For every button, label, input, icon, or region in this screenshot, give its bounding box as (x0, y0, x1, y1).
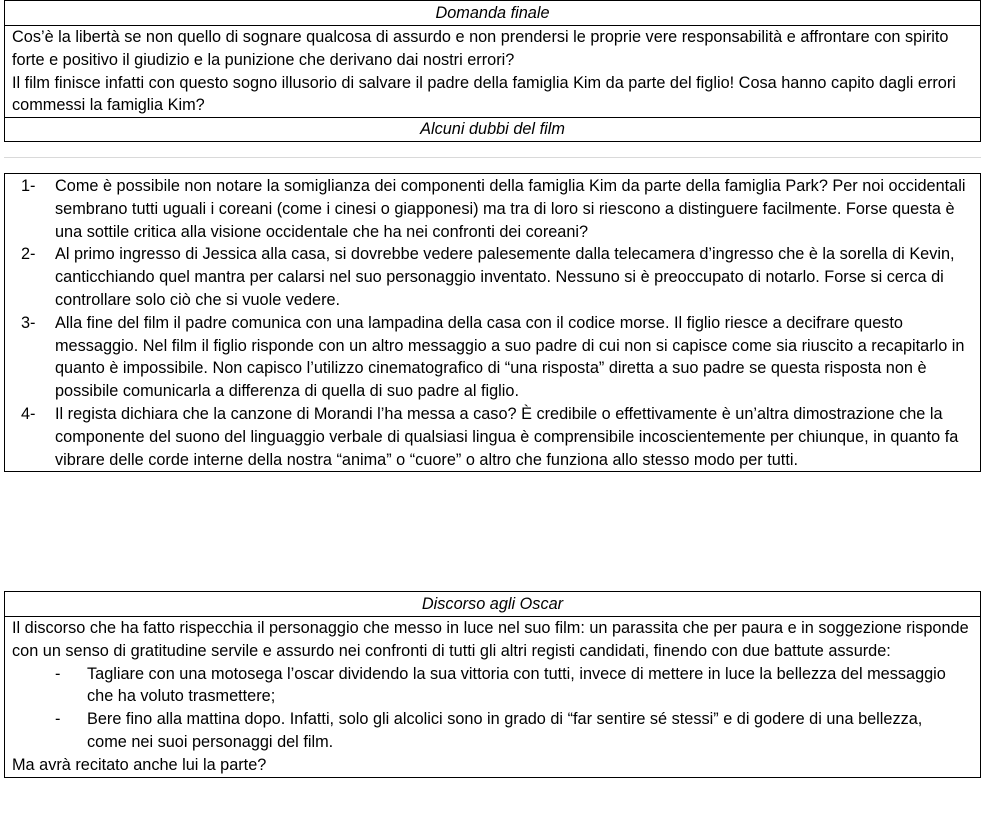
dash-bullet: - (55, 664, 61, 683)
list-item-number: 4- (21, 404, 36, 423)
domanda-finale-title: Domanda finale (5, 1, 980, 26)
list-item (5, 312, 980, 403)
list-item-text: Al primo ingresso di Jessica alla casa, si dovrebbe vedere palesemente dalla telecamera d’ingresso che è la sorella di Kevin, canticchiando quel mantra per calarsi nel suo personaggio inventato. Nessuno si è preoccupato di notarlo. Forse si cerca di controllare solo ciò che si vuole vedere. (55, 245, 955, 309)
dubbi-list (5, 175, 980, 471)
list-item-text: Come è possibile non notare la somiglianza dei componenti della famiglia Kim da parte della famiglia Park? Per noi occidentali sembrano tutti uguali i coreani (come i cinesi o giapponesi) ma tra di loro si riescono a distinguere facilmente. Forse questa è una sottile critica alla visione occidentale che ha nei confronti dei coreani? (55, 177, 966, 241)
dubbi-title: Alcuni dubbi del film (5, 117, 980, 141)
discorso-oscar-body (5, 617, 980, 777)
list-item-text: Tagliare con una motosega l’oscar dividendo la sua vittoria con tutti, invece di mettere in luce la bellezza del messaggio che ha voluto trasmettere; (87, 664, 946, 706)
list-item-number: 3- (21, 313, 36, 332)
list-item (5, 175, 980, 243)
list-item (12, 708, 974, 754)
list-item (5, 243, 980, 311)
domanda-finale-section (4, 0, 981, 142)
dash-bullet: - (55, 710, 61, 729)
list-item-text: Bere fino alla mattina dopo. Infatti, solo gli alcolici sono in grado di “far sentire sé stessi” e di godere di una bellezza, come nei suoi personaggi del film. (87, 710, 923, 751)
discorso-oscar-section (4, 591, 981, 778)
list-item-text: Alla fine del film il padre comunica con una lampadina della casa con il codice morse. Il figlio riesce a decifrare questo messaggio. Nel film il figlio risponde con un altro messaggio a suo padre di cui non si capisce come sia riuscito a recapitarlo in quanto è impossibile. Non capisco l’utilizzo cinematografico di “una risposta” diretta a suo padre se questa risposta non è possibile comunicarla a differenza di quella di suo padre al figlio. (55, 313, 965, 401)
list-item (12, 663, 974, 709)
section-divider (4, 157, 981, 164)
discorso-oscar-title: Discorso agli Oscar (5, 592, 980, 617)
dubbi-list-section (4, 173, 981, 472)
list-item (5, 403, 980, 471)
list-item-number: 1- (21, 177, 36, 195)
list-item-text: Il regista dichiara che la canzone di Morandi l’ha messa a caso? È credibile o effettivamente è un’altra dimostrazione che la componente del suono del linguaggio verbale di qualsiasi lingua è comprensibile incoscientemente per chiunque, in quanto fa vibrare delle corde interne della nostra “anima” o “cuore” o altro che funziona allo stesso modo per tutti. (55, 404, 959, 469)
discorso-oscar-intro: Il discorso che ha fatto rispecchia il personaggio che messo in luce nel suo film: un parassita che per paura e in soggezione risponde con un senso di gratitudine servile e assurdo nei confronti di tutti gli altri registi candidati, finendo con due battute assurde: (12, 619, 969, 660)
domanda-finale-paragraph-2: Il film finisce infatti con questo sogno illusorio di salvare il padre della famiglia Kim da parte del figlio! Cosa hanno capito dagli errori commessi la famiglia Kim? (12, 73, 956, 115)
discorso-oscar-closing: Ma avrà recitato anche lui la parte? (12, 755, 267, 774)
list-item-number: 2- (21, 245, 36, 264)
domanda-finale-paragraph-1: Cos’è la libertà se non quello di sognare qualcosa di assurdo e non prendersi le proprie vere responsabilità e affrontare con spirito forte e positivo il giudizio e la punizione che derivano dai nostri errori? (12, 28, 949, 69)
domanda-finale-body (5, 26, 980, 117)
discorso-oscar-list (12, 663, 974, 754)
